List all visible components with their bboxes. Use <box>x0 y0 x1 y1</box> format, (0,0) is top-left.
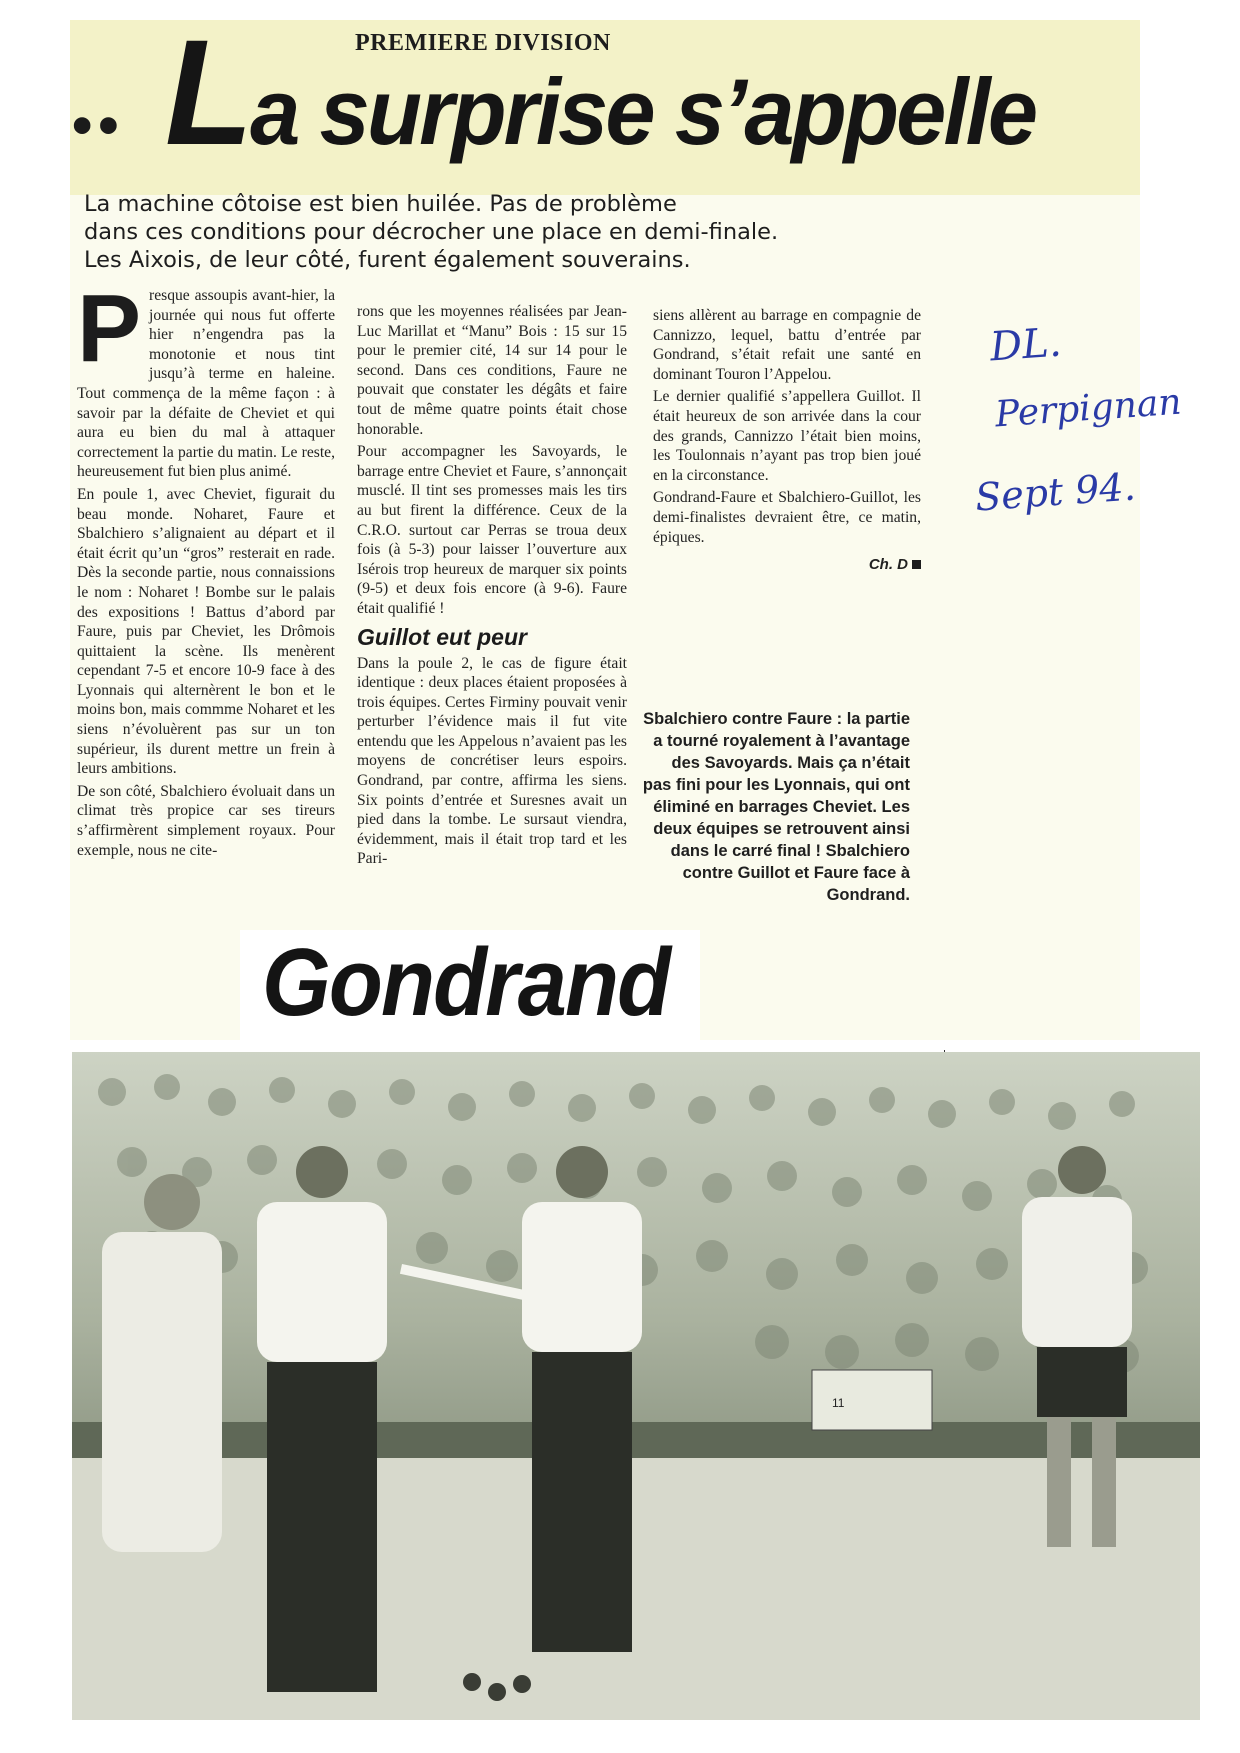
player-left <box>257 1146 387 1692</box>
playing-ground <box>72 1458 1200 1720</box>
article-column-1 <box>77 275 335 863</box>
barrier <box>72 1422 1200 1458</box>
photo-caption: Sbalchiero contre Faure : la partie a tourné royalement à l’avantage des Savoyards. Mais ça n’était pas fini pour les Lyonnais, qui ont éliminé en barrages Cheviet. Les deux équipes se retrouvent ainsi dans le carré final ! Sbalchiero contre Guillot et Faure face à Gondrand. <box>642 710 910 904</box>
press-photo <box>72 1052 1200 1720</box>
article-deck <box>84 190 904 274</box>
deck-line: dans ces conditions pour décrocher une place en demi-finale. <box>84 219 779 245</box>
end-mark-icon <box>912 560 921 569</box>
paragraph: Dans la poule 2, le cas de figure était identique : deux places étaient proposées à trois équipes. Certes Firminy pouvait venir perturber l’évidence mais il fut vite entendu que les Appelous n’avaient pas les moyens de concrétiser leurs espoirs. Gondrand, par contre, affirma les siens. Six points d’entrée et Suresnes avait un pied dans la tombe. Le sursaut viendra, évidemment, mais il était trop tard et les Pari- <box>357 654 627 868</box>
scoreboard-number: 11 <box>832 1396 845 1410</box>
paragraph: De son côté, Sbalchiero évoluait dans un climat très propice car ses tireurs s’affirmèrent simplement royaux. Pour exemple, nous ne cite- <box>77 782 335 859</box>
headline-bullets: •• <box>72 93 125 158</box>
article-column-3 <box>653 306 921 575</box>
paragraph: siens allèrent au barrage en compagnie de Cannizzo, lequel, battu d’entrée par Gondrand, s’était refait une santé en dominant Touron l’Appelou. <box>653 307 921 383</box>
paragraph: En poule 1, avec Cheviet, figurait du beau monde. Noharet, Faure et Sbalchiero s’alignaient au départ et il était écrit qu’un “gros” resterait en rade. Dès la seconde partie, nous connaissions le nom : Noharet ! Bombe sur le palais des expositions ! Battus d’abord par Faure, puis par Cheviet, les Drômois quittaient la scène. Ils menèrent cependant 7-5 et encore 10-9 face à des Lyonnais qui alternèrent le bon et le moins bon, mais commme Noharet et les siens n’évoluèrent pas sur un ton supérieur, ils durent mettre un frein à leurs ambitions. <box>77 485 335 778</box>
handwritten-note-line: Perpignan <box>993 381 1183 436</box>
paragraph: Le dernier qualifié s’appellera Guillot. Il était heureux de son arrivée dans la cour des grands, Cannizzo l’était bien moins, les Toulonnais n’ayant pas trop bien joué en la circonstance. <box>653 388 921 484</box>
byline <box>653 555 921 575</box>
handwritten-note-line: DL. <box>988 319 1063 371</box>
deck-line: Les Aixois, de leur côté, furent également souverains. <box>84 247 691 273</box>
photo-illustration <box>72 1052 1200 1720</box>
deck-line: La machine côtoise est bien huilée. Pas de problème <box>84 191 677 217</box>
drop-cap: P <box>77 275 142 382</box>
headline-bottom: Gondrand <box>262 929 670 1036</box>
subheading: Guillot eut peur <box>357 623 527 650</box>
byline-text: Ch. D <box>868 556 908 574</box>
headline-text: a surprise s’appelle <box>250 59 1036 164</box>
section-kicker: PREMIERE DIVISION <box>355 30 611 56</box>
article-column-2 <box>357 302 627 872</box>
headline-first-letter: L <box>165 8 251 176</box>
scoreboard <box>812 1370 932 1430</box>
handwritten-note-line: Sept 94. <box>973 464 1137 520</box>
paragraph: Pour accompagner les Savoyards, le barrage entre Cheviet et Faure, s’annonçait musclé. Il tint ses promesses mais les tirs au but firent la différence. Ceux de la C.R.O. surtout car Perras se troua deux fois (à 5-3) pour laisser l’ouverture aux Isérois trop heureux de marquer six points (9-5) et deux fois encore (à 9-6). Faure était qualifié ! <box>357 443 627 617</box>
paragraph: rons que les moyennes réalisées par Jean-Luc Marillat et “Manu” Bois : 15 sur 15 pour le premier cité, 14 sur 14 pour le second. Dans ces conditions, Faure ne pouvait que constater les dégâts et faire tout de même quatre points était chose honorable. <box>357 303 627 438</box>
person-far-left <box>102 1174 222 1552</box>
paragraph: resque assoupis avant-hier, la journée qui nous fut offerte hier n’engendra pas la monotonie et nous tint jusqu’à terme en haleine. Tout commença de la même façon : à savoir par la défaite de Cheviet et qui aura eu bien du mal à attaquer correctement la partie du matin. Le reste, heureusement fut bien plus animé. <box>77 287 335 481</box>
paragraph: Gondrand-Faure et Sbalchiero-Guillot, les demi-finalistes devraient être, ce matin, épiques. <box>653 489 921 546</box>
